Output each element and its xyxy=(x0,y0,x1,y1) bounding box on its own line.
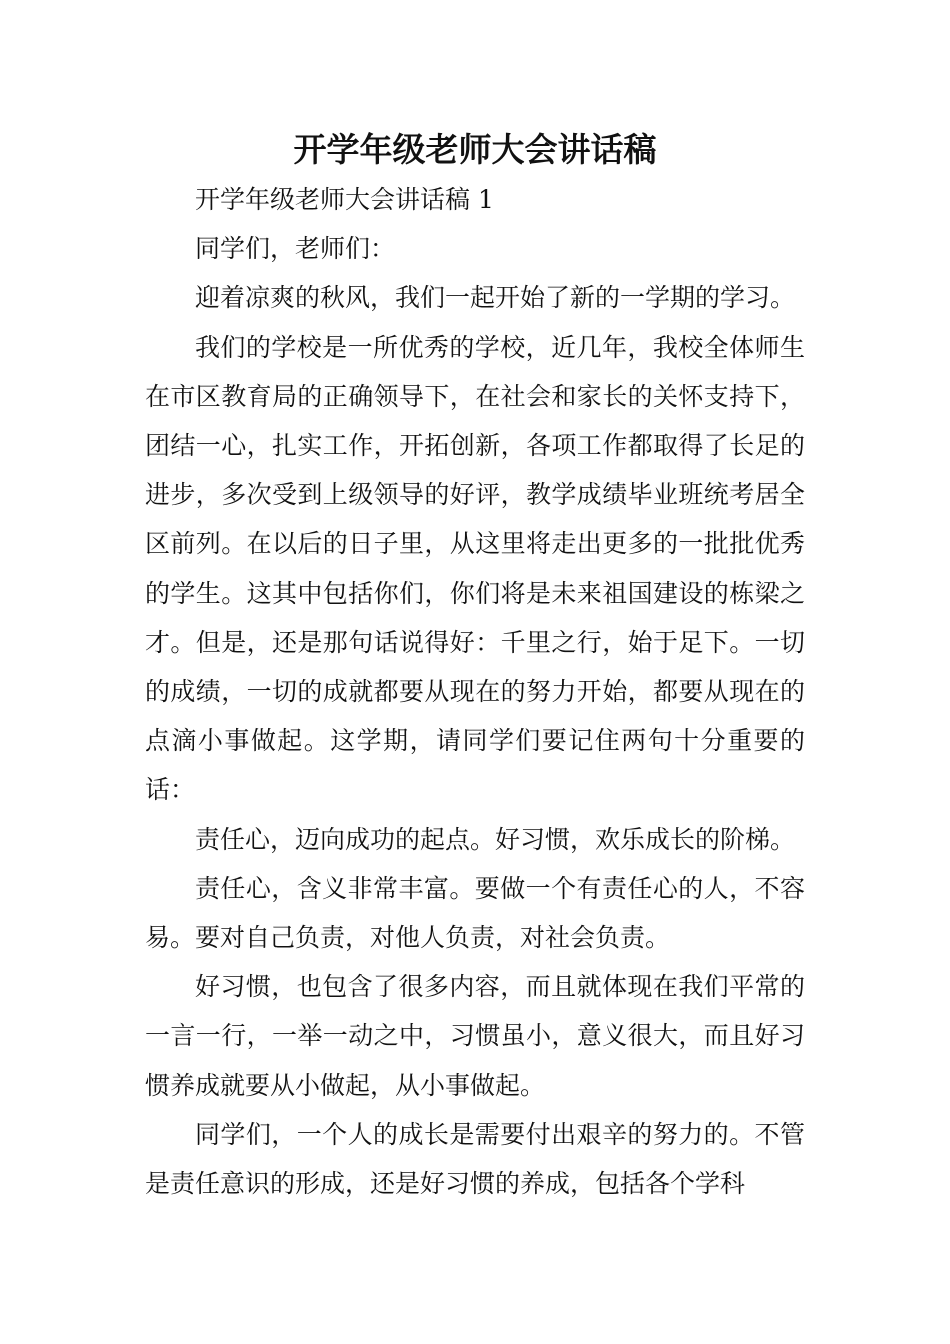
body-paragraph: 迎着凉爽的秋风，我们一起开始了新的一学期的学习。 xyxy=(195,283,796,313)
body-paragraph: 我们的学校是一所优秀的学校，近几年，我校全体师生在市区教育局的正确领导下，在社会和家长的关怀支持下，团结一心，扎实工作，开拓创新，各项工作都取得了长足的进步，多次受到上级领导的好评，教学成绩毕业班统考居全区前列。在以后的日子里，从这里将走出更多的一批批优秀的学生。这其中包括你们，你们将是未来祖国建设的栋梁之才。但是，还是那句话说得好：千里之行，始于足下。一切的成绩，一切的成就都要从现在的努力开始，都要从现在的点滴小事做起。这学期，请同学们要记住两句十分重要的话： xyxy=(145,332,805,805)
document-title: 开学年级老师大会讲话稿 xyxy=(293,130,657,169)
body-paragraph: 责任心，迈向成功的起点。好习惯，欢乐成长的阶梯。 xyxy=(195,824,796,854)
greeting-paragraph: 同学们，老师们： xyxy=(195,234,396,264)
body-paragraph: 好习惯，也包含了很多内容，而且就体现在我们平常的一言一行，一举一动之中，习惯虽小，意义很大，而且好习惯养成就要从小做起，从小事做起。 xyxy=(145,972,805,1100)
body-paragraph: 同学们，一个人的成长是需要付出艰辛的努力的。不管是责任意识的形成，还是好习惯的养成，包括各个学科 xyxy=(145,1119,805,1199)
document-body xyxy=(145,175,805,1208)
subtitle-paragraph: 开学年级老师大会讲话稿 1 xyxy=(195,185,494,214)
body-paragraph: 责任心，含义非常丰富。要做一个有责任心的人，不容易。要对自己负责，对他人负责，对社会负责。 xyxy=(145,873,805,953)
